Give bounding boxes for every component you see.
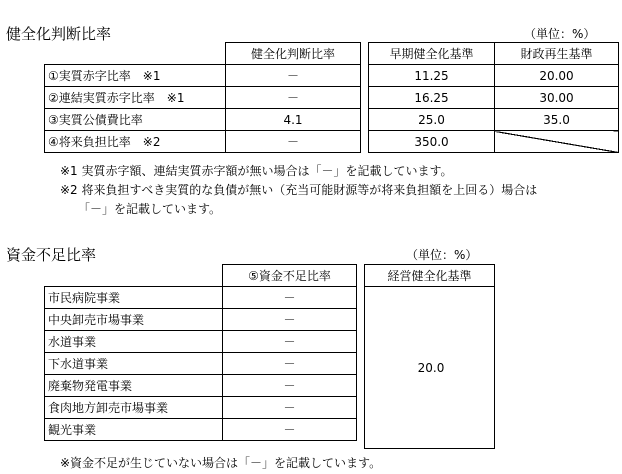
row-label: ②連結実質赤字比率 ※1 <box>45 87 226 109</box>
header-blank-cell <box>45 265 223 287</box>
table-row <box>45 87 361 109</box>
header-blank-cell <box>45 43 226 65</box>
criteria-table <box>368 42 619 153</box>
section1-unit: （単位：%） <box>524 27 596 41</box>
header-shortage-ratio: ⑤資金不足比率 <box>223 265 357 287</box>
note-2: ※2 将来負担すべき実質的な負債が無い（充当可能財源等が将来負担額を上回る）場合は <box>60 183 538 197</box>
row-value: － <box>223 309 357 331</box>
note-1: ※1 実質赤字額、連結実質赤字額が無い場合は「－」を記載しています。 <box>60 164 453 178</box>
diagonal-cell <box>495 131 619 153</box>
section1-title: 健全化判断比率 <box>6 25 112 43</box>
table-row <box>369 131 619 153</box>
row-label: 市民病院事業 <box>45 287 223 309</box>
table-row <box>45 131 361 153</box>
table-header-row <box>45 265 357 287</box>
row-label: 観光事業 <box>45 419 223 441</box>
row-label: 中央卸売市場事業 <box>45 309 223 331</box>
row-label: 食肉地方卸売市場事業 <box>45 397 223 419</box>
table-header-row <box>365 265 495 287</box>
table-row <box>45 65 361 87</box>
header-ratio: 健全化判断比率 <box>226 43 361 65</box>
ratio-table <box>44 42 361 153</box>
fund-shortage-table <box>44 264 357 441</box>
row-value: 4.1 <box>226 109 361 131</box>
row-label: 水道事業 <box>45 331 223 353</box>
header-early-criteria: 早期健全化基準 <box>369 43 495 65</box>
early-value: 350.0 <box>369 131 495 153</box>
row-value: － <box>223 375 357 397</box>
header-rebuild-criteria: 財政再生基準 <box>495 43 619 65</box>
note-2-cont: 「－」を記載しています。 <box>78 202 222 216</box>
row-value: － <box>226 65 361 87</box>
row-value: － <box>223 419 357 441</box>
row-value: － <box>223 287 357 309</box>
row-value: － <box>223 353 357 375</box>
rebuild-value: 30.00 <box>495 87 619 109</box>
table-row <box>45 419 357 441</box>
table-row <box>45 353 357 375</box>
table-row <box>45 397 357 419</box>
early-value: 11.25 <box>369 65 495 87</box>
header-management-criteria: 経営健全化基準 <box>365 265 495 287</box>
row-label: ③実質公債費比率 <box>45 109 226 131</box>
table-row <box>45 309 357 331</box>
row-value: － <box>226 131 361 153</box>
row-value: － <box>223 331 357 353</box>
table-row <box>369 65 619 87</box>
table-row <box>369 109 619 131</box>
table-row <box>45 109 361 131</box>
table-row <box>45 287 357 309</box>
section2-unit: （単位：%） <box>406 248 478 262</box>
row-value: － <box>226 87 361 109</box>
row-label: ④将来負担比率 ※2 <box>45 131 226 153</box>
table-row <box>45 375 357 397</box>
management-criteria-value: 20.0 <box>365 287 495 449</box>
table-header-row <box>45 43 361 65</box>
table-header-row <box>369 43 619 65</box>
rebuild-value: 35.0 <box>495 109 619 131</box>
management-criteria-table <box>364 264 495 449</box>
early-value: 16.25 <box>369 87 495 109</box>
section2-title: 資金不足比率 <box>6 246 97 264</box>
rebuild-value: 20.00 <box>495 65 619 87</box>
table-row <box>45 331 357 353</box>
row-label: 廃棄物発電事業 <box>45 375 223 397</box>
table-row <box>369 87 619 109</box>
row-label: ①実質赤字比率 ※1 <box>45 65 226 87</box>
row-label: 下水道事業 <box>45 353 223 375</box>
note-3: ※資金不足が生じていない場合は「－」を記載しています。 <box>60 456 382 470</box>
row-value: － <box>223 397 357 419</box>
early-value: 25.0 <box>369 109 495 131</box>
